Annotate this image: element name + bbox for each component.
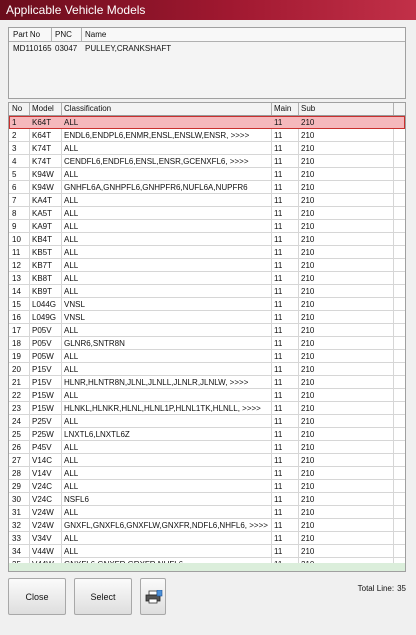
cell-no: 13 [12,274,21,283]
cell-model: K74T [32,144,52,153]
cell-sub: 210 [301,469,315,478]
cell-no: 14 [12,287,21,296]
cell-model: KB5T [32,248,53,257]
cell-sub: 210 [301,157,315,166]
cell-main: 11 [274,417,283,426]
cell-no: 1 [12,118,17,127]
cell-sub: 210 [301,417,315,426]
part-name-value: PULLEY,CRANKSHAFT [85,44,172,53]
cell-no: 9 [12,222,17,231]
cell-sub: 210 [301,365,315,374]
cell-main: 11 [274,157,283,166]
table-row[interactable] [9,519,405,532]
table-row[interactable] [9,532,405,545]
table-row[interactable] [9,376,405,389]
cell-classification: ALL [64,196,79,205]
cell-main: 11 [274,313,283,322]
cell-main: 11 [274,235,283,244]
table-row[interactable] [9,350,405,363]
cell-no: 11 [12,248,21,257]
cell-sub: 210 [301,339,315,348]
cell-classification: LNXTL6,LNXTL6Z [64,430,130,439]
close-button[interactable]: Close [8,578,66,615]
table-row[interactable] [9,246,405,259]
cell-main: 11 [274,274,283,283]
cell-main: 11 [274,547,283,556]
cell-main: 11 [274,456,283,465]
cell-classification: ALL [64,365,79,374]
cell-model: V34V [32,534,52,543]
table-row[interactable] [9,233,405,246]
table-row[interactable] [9,402,405,415]
print-button[interactable] [140,578,166,615]
printer-icon [145,590,163,606]
cell-classification: ENDL6,ENDPL6,ENMR,ENSL,ENSLW,ENSR, >>>> [64,131,250,140]
cell-sub: 210 [301,118,315,127]
cell-model: P15W [32,391,54,400]
cell-no: 29 [12,482,21,491]
cell-classification: ALL [64,144,79,153]
cell-model: V24W [32,508,54,517]
cell-main: 11 [274,378,283,387]
cell-no: 26 [12,443,21,452]
cell-sub: 210 [301,209,315,218]
cell-main: 11 [274,482,283,491]
cell-sub: 210 [301,313,315,322]
cell-sub: 210 [301,352,315,361]
window-title: Applicable Vehicle Models [0,0,416,20]
cell-model: P25V [32,417,52,426]
cell-classification: GLNR6,SNTR8N [64,339,125,348]
cell-classification: HLNKL,HLNKR,HLNL,HLNL1P,HLNL1TK,HLNLL, >>>> [64,404,261,413]
cell-main: 11 [274,443,283,452]
cell-main: 11 [274,534,283,543]
cell-sub: 210 [301,170,315,179]
table-row[interactable] [9,194,405,207]
cell-main: 11 [274,430,283,439]
cell-main: 11 [274,209,283,218]
cell-classification: ALL [64,443,79,452]
cell-no: 4 [12,157,17,166]
cell-main: 11 [274,248,283,257]
cell-no: 24 [12,417,21,426]
cell-sub: 210 [301,300,315,309]
cell-no: 27 [12,456,21,465]
cell-classification: ALL [64,352,79,361]
cell-classification: ALL [64,248,79,257]
cell-no: 16 [12,313,21,322]
cell-main: 11 [274,391,283,400]
cell-main: 11 [274,261,283,270]
cell-sub: 210 [301,261,315,270]
cell-model: KA4T [32,196,53,205]
cell-model: KB9T [32,287,53,296]
cell-sub: 210 [301,144,315,153]
cell-main: 11 [274,495,283,504]
header-pnc: PNC [55,30,72,39]
cell-no: 34 [12,547,21,556]
cell-classification: ALL [64,326,79,335]
part-info-panel [8,27,406,99]
cell-no: 21 [12,378,21,387]
table-row[interactable] [9,363,405,376]
cell-classification: ALL [64,417,79,426]
table-row[interactable] [9,207,405,220]
cell-model: K74T [32,157,52,166]
cell-sub: 210 [301,131,315,140]
header-name: Name [85,30,107,39]
cell-model: P05W [32,352,54,361]
cell-sub: 210 [301,495,315,504]
cell-classification: VNSL [64,313,85,322]
cell-classification: VNSL [64,300,85,309]
part-no-value: MD110165 [13,44,52,53]
table-row[interactable] [9,142,405,155]
cell-model: V24W [32,521,54,530]
cell-model: V24C [32,482,53,491]
table-header [9,103,405,116]
cell-model: P05V [32,326,52,335]
cell-classification: ALL [64,274,79,283]
cell-model: P25W [32,430,54,439]
cell-no: 25 [12,430,21,439]
cell-model: K94W [32,170,54,179]
table-row[interactable] [9,168,405,181]
cell-sub: 210 [301,534,315,543]
cell-main: 11 [274,339,283,348]
cell-main: 11 [274,326,283,335]
table-row[interactable] [9,545,405,558]
cell-no: 10 [12,235,21,244]
cell-no: 33 [12,534,21,543]
cell-sub: 210 [301,547,315,556]
cell-no: 12 [12,261,21,270]
table-row[interactable] [9,181,405,194]
table-row[interactable] [9,506,405,519]
cell-sub: 210 [301,274,315,283]
cell-sub: 210 [301,430,315,439]
table-row[interactable] [9,480,405,493]
cell-model: P05V [32,339,52,348]
cell-no: 28 [12,469,21,478]
cell-no: 5 [12,170,17,179]
cell-no: 23 [12,404,21,413]
cell-sub: 210 [301,508,315,517]
table-row[interactable] [9,259,405,272]
cell-model: V44W [32,547,54,556]
cell-main: 11 [274,469,283,478]
cell-no: 18 [12,339,21,348]
cell-model: V14C [32,456,53,465]
cell-main: 11 [274,222,283,231]
cell-sub: 210 [301,326,315,335]
cell-classification: ALL [64,261,79,270]
cell-main: 11 [274,170,283,179]
cell-classification: ALL [64,469,79,478]
vehicle-models-table[interactable] [8,102,406,572]
cell-classification: ALL [64,287,79,296]
cell-sub: 210 [301,196,315,205]
cell-no: 8 [12,209,17,218]
cell-classification: ALL [64,547,79,556]
cell-model: V24C [32,495,53,504]
table-row[interactable] [9,272,405,285]
cell-classification: GNHFL6A,GNHPFL6,GNHPFR6,NUFL6A,NUPFR6 [64,183,248,192]
cell-classification: ALL [64,170,79,179]
part-info-row [9,42,405,55]
cell-model: P15W [32,404,54,413]
cell-no: 2 [12,131,17,140]
col-header-model[interactable]: Model [32,104,54,113]
cell-sub: 210 [301,456,315,465]
table-row[interactable] [9,285,405,298]
part-info-header [9,28,405,42]
cell-classification: ALL [64,222,79,231]
table-bottom-strip [9,563,405,571]
cell-classification: ALL [64,534,79,543]
table-row[interactable] [9,220,405,233]
table-row[interactable] [9,428,405,441]
cell-model: V14V [32,469,52,478]
col-header-no[interactable]: No [12,104,23,113]
table-row[interactable] [9,155,405,168]
cell-no: 20 [12,365,21,374]
cell-sub: 210 [301,404,315,413]
table-row[interactable] [9,324,405,337]
cell-no: 19 [12,352,21,361]
cell-main: 11 [274,404,283,413]
table-row[interactable] [9,415,405,428]
cell-sub: 210 [301,248,315,257]
cell-main: 11 [274,118,283,127]
cell-sub: 210 [301,391,315,400]
cell-main: 11 [274,521,283,530]
table-row[interactable] [9,116,405,129]
cell-main: 11 [274,300,283,309]
cell-classification: ALL [64,482,79,491]
cell-no: 6 [12,183,17,192]
cell-classification: HLNR,HLNTR8N,JLNL,JLNLL,JLNLR,JLNLW, >>>> [64,378,249,387]
cell-model: P45V [32,443,52,452]
cell-main: 11 [274,352,283,361]
cell-sub: 210 [301,235,315,244]
cell-no: 7 [12,196,17,205]
cell-sub: 210 [301,521,315,530]
col-header-sub[interactable]: Sub [301,104,316,113]
header-part-no: Part No [13,30,41,39]
cell-sub: 210 [301,482,315,491]
pnc-value: 03047 [55,44,78,53]
cell-main: 11 [274,365,283,374]
cell-sub: 210 [301,378,315,387]
col-header-classification[interactable]: Classification [64,104,112,113]
total-line-value: 35 [397,584,406,593]
table-row[interactable] [9,389,405,402]
cell-no: 31 [12,508,21,517]
cell-classification: CENDFL6,ENDFL6,ENSL,ENSR,GCENXFL6, >>>> [64,157,249,166]
cell-model: KA5T [32,209,53,218]
cell-sub: 210 [301,222,315,231]
cell-classification: ALL [64,118,79,127]
cell-model: KB4T [32,235,53,244]
cell-classification: GNXFL,GNXFL6,GNXFLW,GNXFR,NDFL6,NHFL6, >>>> [64,521,268,530]
cell-model: KA9T [32,222,53,231]
cell-model: K94W [32,183,54,192]
cell-classification: NSFL6 [64,495,89,504]
cell-main: 11 [274,508,283,517]
cell-model: P15V [32,365,52,374]
table-row[interactable] [9,311,405,324]
cell-main: 11 [274,131,283,140]
cell-main: 11 [274,144,283,153]
table-row[interactable] [9,337,405,350]
cell-model: P15V [32,378,52,387]
table-body [9,116,405,571]
cell-model: K64T [32,131,52,140]
table-row[interactable] [9,129,405,142]
cell-sub: 210 [301,287,315,296]
cell-no: 3 [12,144,17,153]
table-row[interactable] [9,454,405,467]
select-button[interactable]: Select [74,578,132,615]
table-row[interactable] [9,493,405,506]
cell-classification: ALL [64,209,79,218]
cell-main: 11 [274,183,283,192]
cell-classification: ALL [64,456,79,465]
cell-sub: 210 [301,183,315,192]
cell-model: L044G [32,300,57,309]
cell-no: 15 [12,300,21,309]
cell-no: 17 [12,326,21,335]
cell-classification: ALL [64,508,79,517]
cell-model: KB8T [32,274,53,283]
total-line [355,584,406,593]
cell-model: L049G [32,313,57,322]
cell-no: 22 [12,391,21,400]
cell-main: 11 [274,196,283,205]
cell-model: K64T [32,118,52,127]
table-row[interactable] [9,441,405,454]
table-row[interactable] [9,298,405,311]
cell-classification: ALL [64,235,79,244]
cell-main: 11 [274,287,283,296]
cell-no: 32 [12,521,21,530]
total-line-label: Total Line: [357,584,395,593]
cell-model: KB7T [32,261,53,270]
cell-sub: 210 [301,443,315,452]
cell-no: 30 [12,495,21,504]
table-row[interactable] [9,467,405,480]
col-header-main[interactable]: Main [274,104,292,113]
cell-classification: ALL [64,391,79,400]
